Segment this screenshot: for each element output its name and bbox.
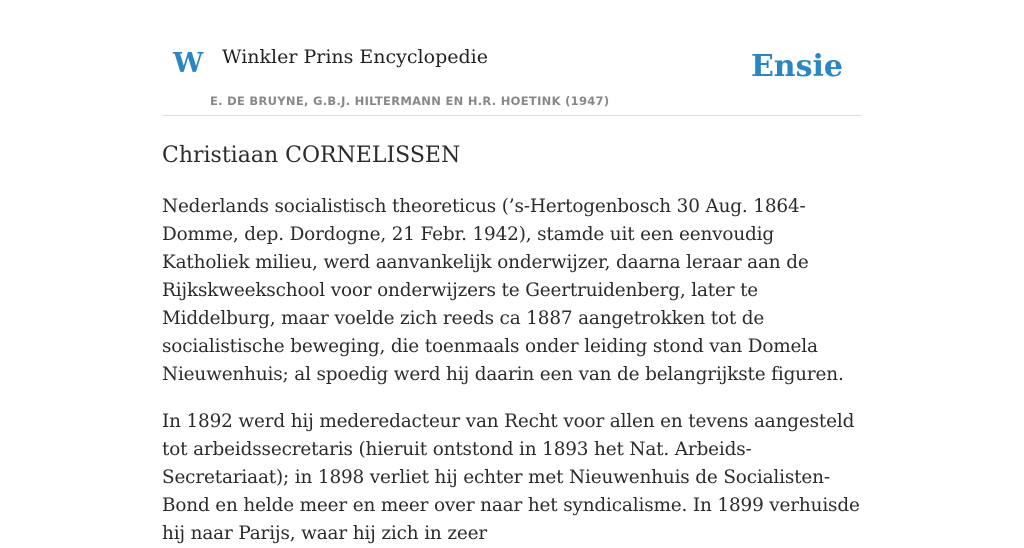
site-title[interactable]: Winkler Prins Encyclopedie — [222, 46, 488, 68]
article-title: Christiaan CORNELISSEN — [162, 143, 461, 168]
ensie-logo[interactable]: Ensie — [750, 49, 843, 84]
article-paragraph-1: Nederlands socialistisch theoreticus (’s-Hertogenbosch 30 Aug. 1864-Domme, dep. Dordogne, 21 Febr. 1942), stamde uit een eenvoudig Katholiek milieu, werd aanvankelijk onderwijzer, daarna leraar aan de Rijkskweekschool voor onderwijzers te Geertruidenberg, later te Middelburg, maar voelde zich reeds ca 1887 aangetrokken tot de socialistische beweging, die toenmaals onder leiding stond van Domela Nieuwenhuis; al spoedig werd hij daarin een van de belangrijkste figuren. — [162, 195, 844, 385]
site-header — [162, 0, 862, 116]
article-paragraph-2: In 1892 werd hij mederedacteur van Recht voor allen en tevens aangesteld tot arbeidssecretaris (hieruit ontstond in 1893 het Nat. Arbeids-Secretariaat); in 1898 verliet hij echter met Nieuwenhuis de Socialisten-Bond en helde meer en meer over naar het syndicalisme. In 1899 verhuisde hij naar Parijs, waar hij zich in zeer — [162, 410, 860, 544]
logo-w-icon[interactable]: W — [173, 48, 204, 79]
page — [162, 0, 862, 548]
authors-line: E. DE BRUYNE, G.B.J. HILTERMANN EN H.R. HOETINK (1947) — [210, 94, 610, 108]
